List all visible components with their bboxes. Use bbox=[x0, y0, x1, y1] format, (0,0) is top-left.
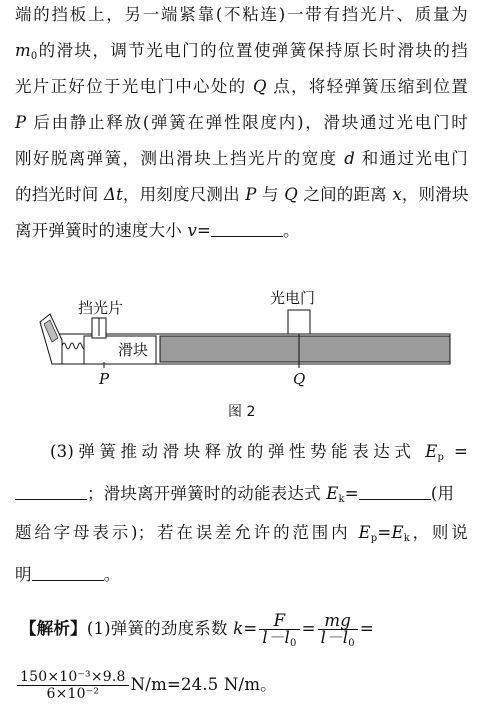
solution-line-2: $\frac{\text{150×10⁻³×9.8}}{\text{6×10⁻²}}$ N/m=24.5 N/m。 bbox=[15, 668, 468, 702]
label-q: Q bbox=[293, 370, 306, 388]
fraction-f: $\frac{F}{l-l_0}$ bbox=[259, 613, 299, 646]
answer-blank-ek[interactable] bbox=[359, 483, 431, 500]
track-gray bbox=[160, 336, 450, 362]
photogate bbox=[288, 310, 310, 334]
apparatus-figure bbox=[0, 280, 480, 400]
answer-blank-v[interactable] bbox=[211, 220, 283, 237]
text-line-4: P 后由静止释放(弹簧在弹性限度内)，滑块通过光电门时 bbox=[15, 113, 468, 132]
answer-blank-ep[interactable] bbox=[15, 483, 87, 500]
solution-line-1: 【解析】(1)弹簧的劲度系数 k= $\frac{F}{l-l_0}$ = $\frac{mg}{l-l_0}$ = bbox=[20, 611, 374, 649]
q3-line-2: ；滑块离开弹簧时的动能表达式 $E_k=$ (用 bbox=[15, 483, 468, 505]
solution-tag: 【解析】 bbox=[20, 619, 87, 638]
fraction-mg: $\frac{mg}{l-l_0}$ bbox=[318, 613, 358, 646]
q3-line-3: 题给字母表示)；若在误差允许的范围内 $E_p=E_k$，则说 bbox=[15, 523, 468, 544]
q3-line-1: (3)弹簧推动滑块释放的弹性势能表达式 $E_p$ = bbox=[50, 442, 468, 463]
text-line-6: 的挡光时间 Δt，用刻度尺测出 P 与 Q 之间的距离 x，则滑块 bbox=[15, 185, 469, 204]
label-huakuai: 滑块 bbox=[118, 341, 149, 359]
text-line-3: 光片正好位于光电门中心处的 Q 点，将轻弹簧压缩到位置 bbox=[15, 77, 468, 96]
text-line-1: 端的挡板上，另一端紧靠(不粘连)一带有挡光片、质量为 bbox=[15, 5, 468, 24]
figure-caption: 图 2 bbox=[228, 404, 256, 420]
text-line-7: 离开弹簧时的速度大小 v= 。 bbox=[15, 221, 300, 240]
text-line-2: $m_0$的滑块，调节光电门的位置使弹簧保持原长时滑块的挡 bbox=[15, 41, 468, 62]
q3-line-4: 明 。 bbox=[15, 565, 121, 584]
text-line-5: 刚好脱离弹簧，测出滑块上挡光片的宽度 d 和通过光电门 bbox=[15, 149, 468, 168]
label-p: P bbox=[99, 370, 110, 388]
fraction-numeric: $\frac{\text{150×10⁻³×9.8}}{\text{6×10⁻²}}$ bbox=[17, 669, 129, 702]
label-guangdianmen: 光电门 bbox=[270, 289, 316, 307]
answer-blank-conclusion[interactable] bbox=[32, 564, 104, 581]
label-dangguangpian: 挡光片 bbox=[78, 299, 124, 317]
